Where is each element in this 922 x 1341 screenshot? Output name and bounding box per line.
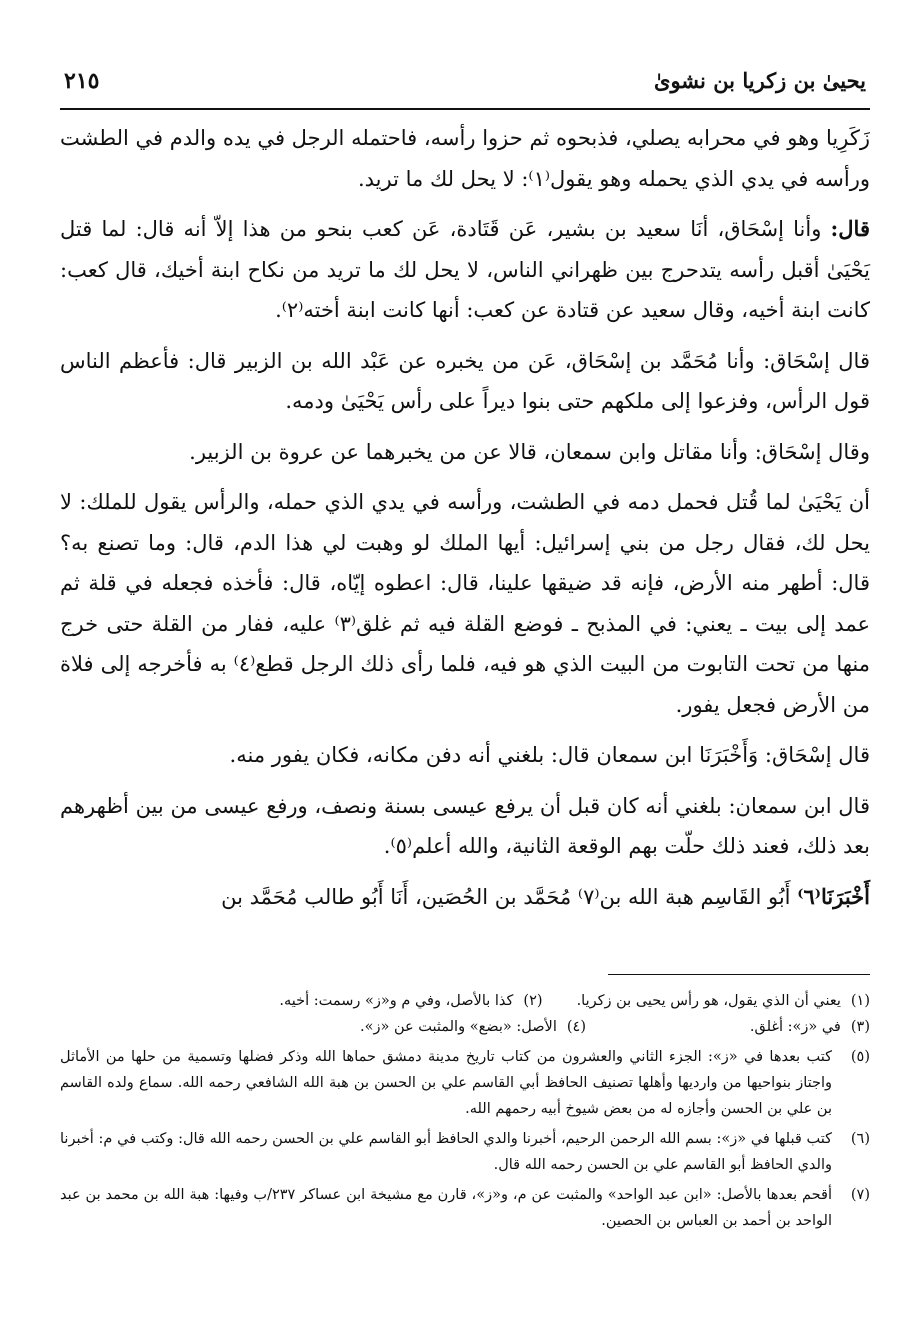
book-page: [60, 68, 870, 1229]
footnote: (٣)في «ز»: أغلق.: [749, 1019, 870, 1035]
footnote-separator: [608, 974, 870, 975]
footnote: (٢)كذا بالأصل، وفي م و«ز» رسمت: أخيه.: [279, 993, 543, 1009]
paragraph-lead: أَخْبَرَنَا⁽٦⁾: [797, 883, 870, 909]
paragraph: قال ابن سمعان: بلغني أنه كان قبل أن يرفع عيسى بسنة ونصف، ورفع عيسى من بين أظهرهم بعد ذلك، فعند ذلك حلّت بهم الوقعة الثانية، والله أعلم⁽٥⁾.: [60, 793, 870, 858]
paragraph: قال: وأنا إسْحَاق، أنَا سعيد بن بشير، عَن قَتَادة، عَن كعب بنحو من هذا إلاّ أنه قال: لما قتل يَحْيَىٰ أقبل رأسه يتدحرج بين ظهراني الناس، لا يحل لك ما تريد من نكاح ابنة أخيك، قال كعب: كانت ابنة أخيه، وقال سعيد عن قتادة عن كعب: أنها كانت ابنة أخته⁽٢⁾.: [60, 216, 870, 322]
paragraph-lead: قال:: [830, 216, 870, 241]
running-header: [60, 68, 870, 110]
footnote-row: [60, 988, 870, 1014]
paragraph: أَخْبَرَنَا⁽٦⁾ أَبُو القَاسِم هبة الله بن⁽٧⁾ مُحَمَّد بن الحُصَين، أَنَا أَبُو طالب مُحَمَّد بن: [221, 883, 870, 909]
main-text: [60, 118, 870, 917]
footnote: (٦) كتب قبلها في «ز»: بسم الله الرحمن الرحيم، أخبرنا والدي الحافظ أبو القاسم علي بن الحسن رحمه الله قال: وكتب في م: أخبرنا والدي الحافظ أبو القاسم علي بن الحسن رحمه الله قال.: [60, 1131, 870, 1173]
page-number: ٢١٥: [64, 68, 100, 94]
paragraph: وقال إسْحَاق: وأنا مقاتل وابن سمعان، قالا عن من يخبرهما عن عروة بن الزبير.: [189, 439, 870, 464]
footnote: (٤)الأصل: «بضع» والمثبت عن «ز».: [360, 1019, 586, 1035]
running-title: يحيىٰ بن زكريا بن نشوىٰ: [654, 68, 866, 93]
paragraph: زَكَرِيا وهو في محرابه يصلي، فذبحوه ثم حزوا رأسه، فاحتمله الرجل في يده والدم في الطشت ورأسه في يدي الذي يحمله وهو يقول⁽١⁾: لا يحل لك ما تريد.: [60, 126, 870, 191]
footnote: (١)يعني أن الذي يقول، هو رأس يحيى بن زكريا.: [576, 993, 870, 1009]
footnotes: [60, 988, 870, 1234]
footnote: (٥) كتب بعدها في «ز»: الجزء الثاني والعشرون من كتاب تاريخ مدينة دمشق حماها الله وذكر فضلها وتسمية من حلها من الأماثل واجتاز بنواحيها من وارديها وأهلها تصنيف الحافظ أبي القاسم علي بن الحسن بن هبة الله الشافعي رحمه الله. سماع ولده القاسم بن علي بن الحسن وأجازه له من بعض شيوخ أبيه رحمهم الله.: [60, 1049, 870, 1117]
paragraph: قال إسْحَاق: وَأَخْبَرَنَا ابن سمعان قال: بلغني أنه دفن مكانه، فكان يفور منه.: [229, 743, 870, 767]
footnote-row: [60, 1014, 870, 1040]
footnote: (٧) أقحم بعدها بالأصل: «ابن عبد الواحد» والمثبت عن م، و«ز»، قارن مع مشيخة ابن عساكر ٢٣٧/ب وفيها: هبة الله بن محمد بن عبد الواحد بن أحمد بن العباس بن الحصين.: [60, 1187, 870, 1229]
paragraph: قال إسْحَاق: وأنا مُحَمَّد بن إسْحَاق، عَن من يخبره عن عَبْد الله بن الزبير قال: فأعظم الناس قول الرأس، وفزعوا إلى ملكهم حتى بنوا ديراً على رأس يَحْيَىٰ ودمه.: [60, 348, 870, 413]
paragraph: أن يَحْيَىٰ لما قُتل فحمل دمه في الطشت، ورأسه في يدي الذي حمله، والرأس يقول للملك: لا يحل لك، فقال رجل من بني إسرائيل: أيها الملك لو وهبت لي هذا الدم، قال: وما تصنع به؟ قال: أطهر منه الأرض، فإنه قد ضيقها علينا، قال: اعطوه إيّاه، قال: فأخذه فجعله في قلة ثم عمد إلى بيت ـ يعني: في المذبح ـ فوضع القلة فيه ثم غلق⁽٣⁾ عليه، ففار من القلة حتى خرج منها من تحت التابوت من البيت الذي هو فيه، فلما رأى ذلك الرجل قطع⁽٤⁾ به فأخرجه إلى فلاة من الأرض فجعل يفور.: [60, 490, 870, 717]
